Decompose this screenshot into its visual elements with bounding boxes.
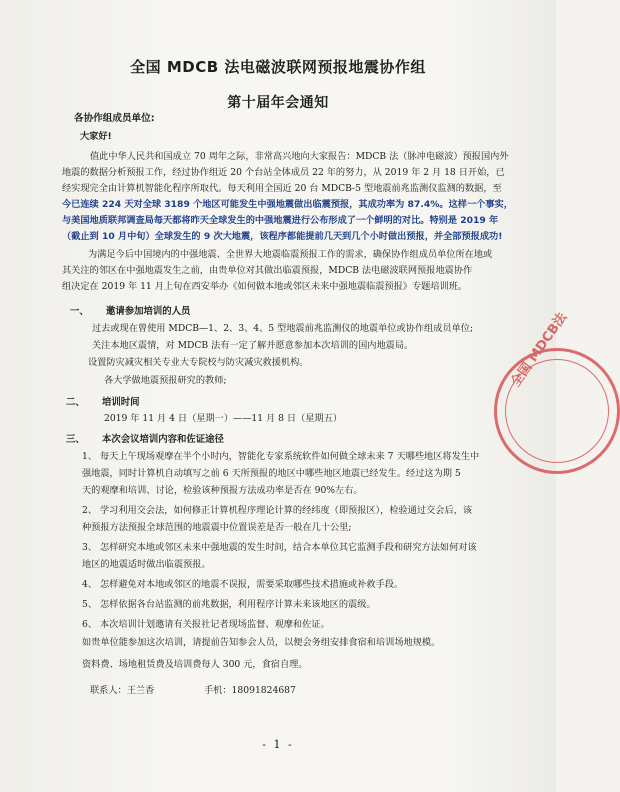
official-seal bbox=[494, 310, 620, 474]
greeting: 大家好! bbox=[80, 131, 112, 142]
section-heading bbox=[70, 303, 190, 317]
item-line: 4、 怎样避免对本地或邻区的地震不误报，需要采取哪些技术措施或补救手段。 bbox=[82, 579, 404, 590]
section-number: 三、 bbox=[66, 434, 85, 445]
body-line: 地震的数据分析预报工作，经过协作组近 20 个台站全体成员 22 年的努力，从 2019 年 2 月 18 日开始，已 bbox=[62, 167, 505, 178]
item-line: 种预报方法预报全球范围的地震震中位置误差是否一般在几十公里; bbox=[82, 522, 352, 533]
item-line: 3、 怎样研究本地或邻区未来中强地震的发生时间，结合本单位其它监测手段和研究方法如何对该 bbox=[82, 542, 477, 553]
section-title: 邀请参加培训的人员 bbox=[106, 306, 191, 317]
page-number: - 1 - bbox=[262, 738, 294, 751]
item-line: 天的观摩和培训、讨论，检验该种预报方法成功率是否在 90%左右。 bbox=[82, 485, 363, 496]
body-line: 为满足今后中国境内的中强地震、全世界大地震临震预报工作的需求，确保协作组成员单位所在地或 bbox=[88, 249, 493, 260]
item-line: 如贵单位能参加这次培训，请提前告知参会人员，以便会务组安排食宿和培训场地规模。 bbox=[82, 637, 441, 648]
invitee-line: 过去或现在曾使用 MDCB—1、2、3、4、5 型地震前兆监测仪的地震单位或协作组成员单位; bbox=[92, 323, 474, 334]
body-line: （截止到 10 月中旬）全球发生的 9 次大地震，该程序都能提前几天到几个小时做出预报，并全部预报成功! bbox=[62, 231, 503, 242]
invitee-line: 设置防灾减灾相关专业大专院校与防灾减灾救援机构。 bbox=[88, 357, 309, 368]
section-title: 培训时间 bbox=[102, 397, 140, 408]
section-heading bbox=[66, 431, 224, 445]
body-line: 组决定在 2019 年 11 月上旬在西安举办《如何做本地或邻区未来中强地震临震预报》专题培训班。 bbox=[62, 281, 468, 292]
section-heading bbox=[66, 394, 140, 408]
salutation: 各协作组成员单位: bbox=[74, 113, 155, 124]
item-line: 2、 学习利用交会法，如何修正计算机程序理论计算的经纬度（即预报区），检验通过交会后，该 bbox=[82, 505, 473, 516]
body-line: 其关注的邻区在中强地震发生之前，由贵单位对其做出临震预报，MDCB 法电磁波联网预报地震协作 bbox=[62, 265, 473, 276]
item-line: 强地震，同时计算机自动填写之前 6 天所预报的地区中哪些地区地震已经发生。经过这为期 5 bbox=[82, 468, 461, 479]
invitee-line: 关注本地区震情，对 MDCB 法有一定了解并愿意参加本次培训的国内地震局。 bbox=[92, 340, 414, 351]
contact-phone: 手机：18091824687 bbox=[204, 685, 296, 696]
document-title: 全国 MDCB 法电磁波联网预报地震协作组 bbox=[130, 58, 426, 76]
item-line: 5、 怎样依据各台站监测的前兆数据，利用程序计算未来该地区的震级。 bbox=[82, 599, 376, 610]
body-line: 今已连续 224 天对全球 3189 个地区可能发生中强地震做出临震预报，其成功率为 87.4%。这样一个事实， bbox=[62, 199, 513, 210]
body-line: 与美国地质联邦调查局每天都将昨天全球发生的中强地震进行公布形成了一个鲜明的对比。特别是 2019 年 bbox=[62, 215, 499, 226]
document-subtitle: 第十届年会通知 bbox=[227, 95, 329, 111]
section-title: 本次会议培训内容和佐证途径 bbox=[102, 434, 224, 445]
section-number: 一、 bbox=[70, 306, 89, 317]
invitee-line: 各大学做地震预报研究的教师; bbox=[104, 375, 227, 386]
contact-person: 联系人：王兰香 bbox=[90, 685, 155, 696]
item-line: 6、 本次培训计划邀请有关报社记者现场监督、观摩和佐证。 bbox=[82, 619, 330, 630]
body-line: 经实现完全由计算机智能化程序所取代。每天利用全国近 20 台 MDCB-5 型地震前兆监测仪监测的数据，至 bbox=[62, 183, 502, 194]
body-line: 值此中华人民共和国成立 70 周年之际，非常高兴地向大家报告：MDCB 法（脉冲电磁波）预报国内外 bbox=[90, 151, 509, 162]
item-line: 资料费、场地租赁费及培训费每人 300 元，食宿自理。 bbox=[82, 659, 308, 670]
section-number: 二、 bbox=[66, 397, 85, 408]
item-line: 1、 每天上午现场观摩在半个小时内，智能化专家系统软件如何做全球未来 7 天哪些地区将发生中 bbox=[82, 451, 480, 462]
seal-text: 全国 MDCB法 bbox=[508, 310, 571, 390]
training-time: 2019 年 11 月 4 日（星期一）——11 月 8 日（星期五） bbox=[104, 413, 343, 424]
item-line: 地区的地震适时做出临震预报。 bbox=[82, 559, 211, 570]
